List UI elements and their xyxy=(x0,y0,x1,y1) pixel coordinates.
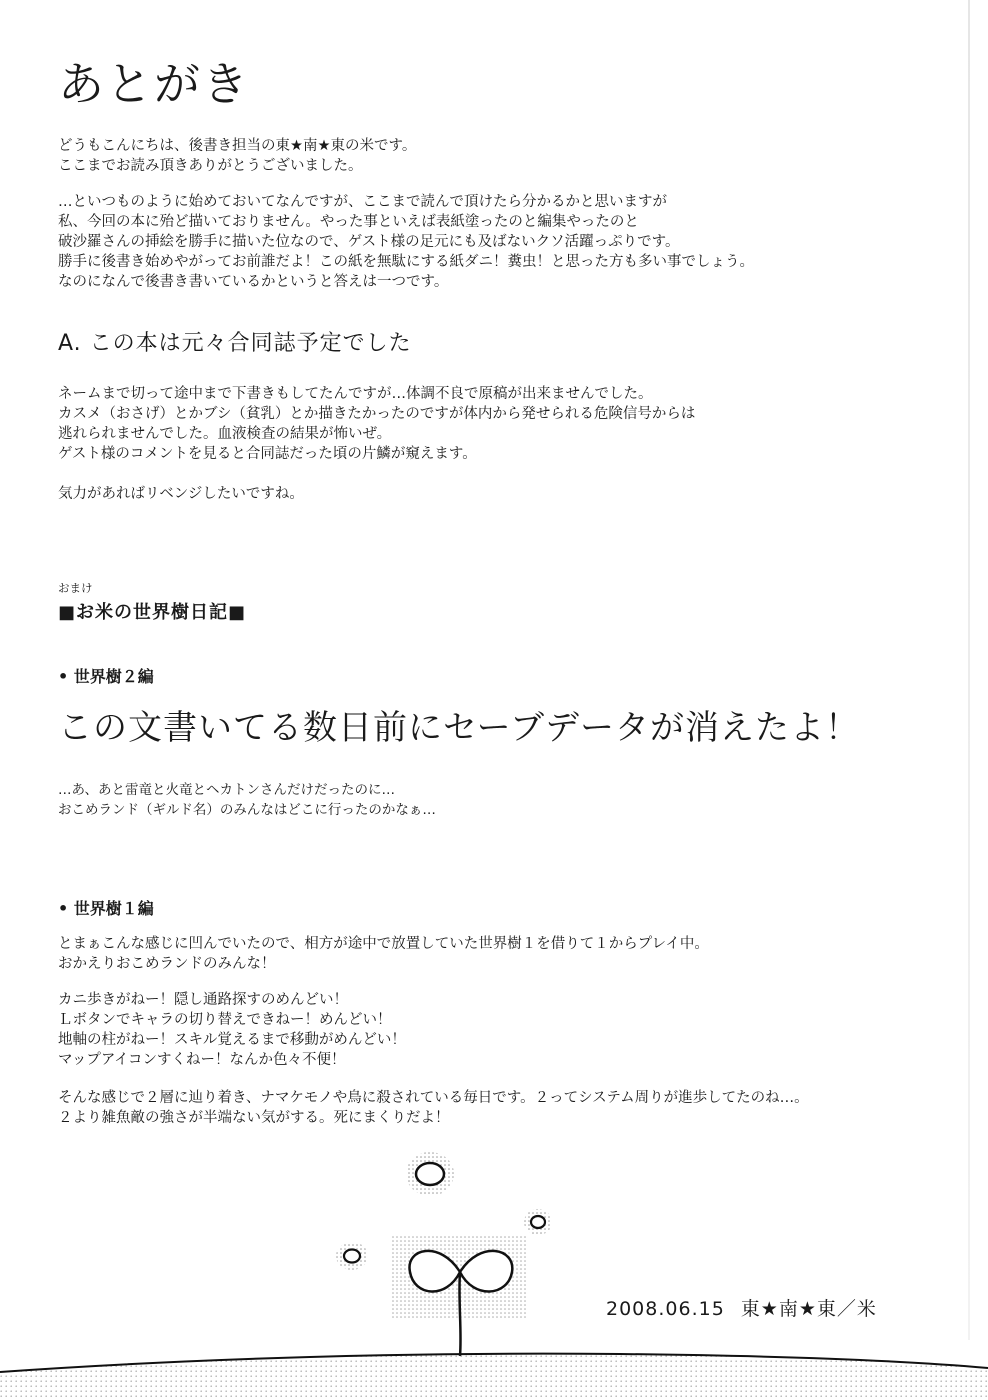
signature xyxy=(606,1294,877,1321)
page-title: あとがき xyxy=(58,57,250,111)
body-paragraph-2: ネームまで切って途中まで下書きもしてたんですが…体調不良で原稿が出来ませんでした。 カスメ（おさげ）とかブシ（貧乳）とか描きたかったのですが体内から発せられる危険信号からは 逃れられませんでした。血液検査の結果が怖いぜ。 ゲスト様のコメントを見ると合同誌だった頃の片鱗が窺えます。 xyxy=(58,386,696,462)
signature-author: 東★南★東／米 xyxy=(740,1298,877,1320)
floating-bubble xyxy=(524,1209,552,1235)
signature-date: 2008.06.15 xyxy=(606,1298,725,1320)
diary-title: ■お米の世界樹日記■ xyxy=(58,602,247,623)
section-2-text: …あ、あと雷竜と火竜とヘカトンさんだけだったのに… おこめランド（ギルド名）のみんなはどこに行ったのかなぁ… xyxy=(58,782,436,818)
section-1-text-1: とまぁこんな感じに凹んでいたので、相方が途中で放置していた世界樹１を借りて１からプレイ中。 おかえりおこめランドのみんな！ xyxy=(58,936,709,972)
intro-paragraph: どうもこんにちは、後書き担当の東★南★東の米です。 ここまでお読み頂きありがとうございました。 xyxy=(58,138,417,174)
sprout-leaves xyxy=(392,1236,528,1356)
answer-heading: A. この本は元々合同誌予定でした xyxy=(58,331,412,356)
section-2-headline: この文書いてる数日前にセーブデータが消えたよ！ xyxy=(58,708,860,748)
floating-bubble xyxy=(406,1152,454,1196)
floating-bubble xyxy=(336,1242,368,1270)
section-1-heading: • 世界樹１編 xyxy=(58,899,154,918)
section-1-text-2: カニ歩きがねー！隠し通路探すのめんどい！ Ｌボタンでキャラの切り替えできねー！めんどい！ 地軸の柱がねー！スキル覚えるまで移動がめんどい！ マップアイコンすくねー！なんか色々不便！ xyxy=(58,992,406,1068)
omake-label: おまけ xyxy=(58,581,93,595)
ground-hill xyxy=(0,1354,988,1400)
body-paragraph-3: 気力があればリベンジしたいですね。 xyxy=(58,486,304,502)
section-2-heading: • 世界樹２編 xyxy=(58,667,154,686)
body-paragraph-1: …といつものように始めておいてなんですが、ここまで読んで頂けたら分かるかと思いますが 私、今回の本に殆ど描いておりません。やった事といえば表紙塗ったのと編集やったのと 破沙羅さんの挿絵を勝手に描いた位なので、ゲスト様の足元にも及ばないクソ活躍っぷりです。 勝手に後書き始めやがってお前誰だよ！この紙を無駄にする紙ダニ！糞虫！と思った方も多い事でしょう。 なのになんで後書き書いているかというと答えは一つです。 xyxy=(58,194,754,290)
section-1-text-3: そんな感じで２層に辿り着き、ナマケモノや鳥に殺されている毎日です。２ってシステム周りが進歩してたのね…。 ２より雑魚敵の強さが半端ない気がする。死にまくりだよ！ xyxy=(58,1090,809,1126)
